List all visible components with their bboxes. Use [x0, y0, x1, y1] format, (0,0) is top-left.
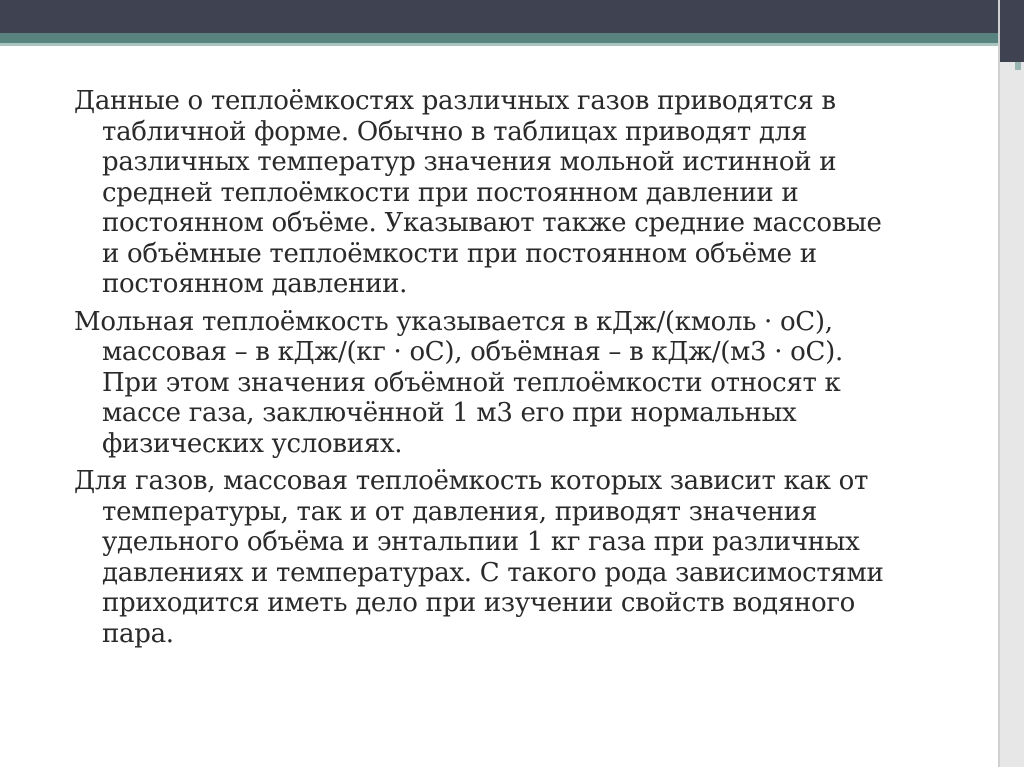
right-panel	[1000, 0, 1024, 767]
right-panel-accent	[1015, 62, 1021, 70]
paragraph-gas-heat-capacity-tables: Данные о теплоёмкостях различных газов приводятся в табличной форме. Обычно в таблицах приводят для различных температур значения мольной истинной и средней теплоёмкости при постоянном давлении и постоянном объёме. Указывают также средние массовые и объёмные теплоёмкости при постоянном объёме и постоянном давлении.	[74, 86, 882, 299]
paragraph-pressure-dependence: Для газов, массовая теплоёмкость которых зависит как от температуры, так и от давления, приводят значения удельного объёма и энтальпии 1 кг газа при различных давлениях и температурах. С такого рода зависимостями приходится иметь дело при изучении свойств водяного пара.	[74, 466, 884, 649]
header-stripe-light	[0, 43, 1000, 46]
right-panel-top	[1000, 0, 1024, 62]
paragraph-units: Мольная теплоёмкость указывается в кДж/(кмоль · оС), массовая – в кДж/(кг · оС), объёмная – в кДж/(м3 · оС). При этом значения объёмной теплоёмкости относят к массе газа, заключённой 1 м3 его при нормальных физических условиях.	[74, 306, 843, 459]
header-stripe-teal	[0, 33, 1000, 43]
header-bar	[0, 0, 1024, 33]
slide-body	[74, 86, 954, 656]
